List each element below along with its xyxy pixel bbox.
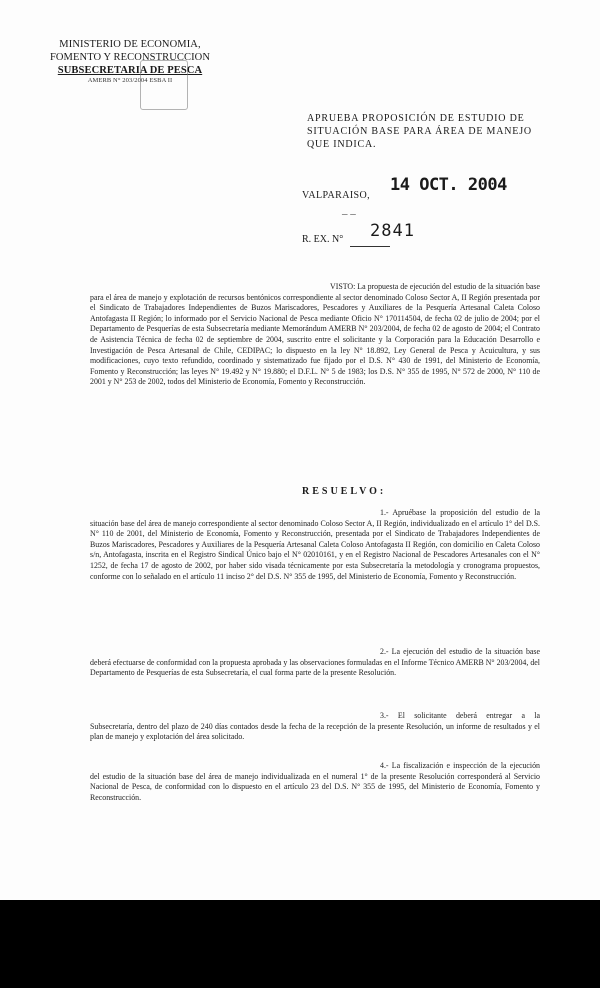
dash-marks: – – [342,208,356,220]
item-1-text: 1.- Apruébase la proposición del estudio de la situación base del área de manejo correspondiente al sector denominado Coloso Sector A, II Región, individualizado en el artículo 1° del D.S. N° 110 de 2001, del Ministerio de Economía, Fomento y Reconstrucción, presentada por el Sindicato de Trabajadores Independientes de Buzos Mariscadores, Pescadores y Auxiliares de la Pesquería Artesanal Caleta Coloso Antofagasta II Región, con domicilio en Caleta Coloso s/n, Antofagasta, inscrita en el Registro Sindical Único bajo el N° 02010161, y en el Registro Nacional de Pescadores Artesanales con el N° 1252, de fecha 17 de agosto de 2002, por haber sido visada técnicamente por esta Subsecretaría la metodología y cronograma propuestos, conforme con lo señalado en el artículo 11 inciso 2° del D.S. N° 355 de 1995, del Ministerio de Economía, Fomento y Reconstrucción. [90,508,540,581]
document-title [307,112,557,151]
item-3-text: 3.- El solicitante deberá entregar a la Subsecretaría, dentro del plazo de 240 días contados desde la fecha de la recepción de la presente Resolución, un informe de resultados y el plan de manejo y explotación del área solicitado. [90,711,540,742]
item-2-text: 2.- La ejecución del estudio de la situación base deberá efectuarse de conformidad con la propuesta aprobada y las observaciones formuladas en el Informe Técnico AMERB N° 203/2004, del Departamento de Pesquerías de esta Subsecretaría, el cual forma parte de la presente Resolución. [90,647,540,678]
item-4-text: 4.- La fiscalización e inspección de la ejecución del estudio de la situación base del área de manejo individualizada en el numeral 1° de la presente Resolución corresponderá al Servicio Nacional de Pesca, de conformidad con lo dispuesto en el artículo 23 del D.S. N° 355 de 1995, del Ministerio de Economía, Fomento y Reconstrucción. [90,761,540,802]
resolution-number: 2841 [370,221,415,241]
header-subsecretaria: SUBSECRETARIA DE PESCA [57,65,203,76]
resuelvo-heading: RESUELVO: [302,486,387,497]
title-line-1: APRUEBA PROPOSICIÓN DE ESTUDIO DE [307,113,525,124]
title-line-3: QUE INDICA. [307,139,377,150]
item-4 [90,761,540,803]
place-label: VALPARAISO, [302,190,371,201]
header-ministry: MINISTERIO DE ECONOMIA, [59,39,201,50]
resolution-label: R. EX. N° [302,234,344,245]
resolution-underline [350,246,390,247]
date-stamp: 14 OCT. 2004 [390,175,507,195]
visto-paragraph [90,282,540,388]
item-2 [90,647,540,679]
ministry-header [40,38,220,85]
item-3 [90,711,540,743]
scan-bottom-border [0,900,600,988]
header-ministry-2: FOMENTO Y RECONSTRUCCION [49,52,211,63]
seal-stamp [140,60,188,110]
header-reference: AMERB N° 203/2004 ESBA II [87,77,173,84]
visto-text: VISTO: La propuesta de ejecución del estudio de la situación base para el área de manejo y explotación de recursos bentónicos correspondiente al sector denominado Coloso Sector A, II Región presentada por el Sindicato de Trabajadores Independientes de Buzos Mariscadores, Pescadores y Auxiliares de la Pesquería Artesanal Caleta Coloso Antofagasta II Región; lo informado por el Servicio Nacional de Pesca mediante Oficio N° 170114504, de fecha 02 de julio de 2004; por el Departamento de Pesquerías de esta Subsecretaría mediante Memorándum AMERB N° 203/2004, de fecha 02 de agosto de 2004; el Contrato de Asistencia Técnica de fecha 02 de septiembre de 2004, suscrito entre el solicitante y la Corporación para la Educación Desarrollo e Investigación de Pesca Artesanal de Chile, CEDIPAC; lo dispuesto en la ley N° 18.892, Ley General de Pesca y Acuicultura, y sus modificaciones, cuyo texto refundido, coordinado y sistematizado fue fijado por el D.S. N° 430 de 1991, del Ministerio de Economía, Fomento y Reconstrucción; las leyes N° 19.492 y N° 19.880; el D.F.L. N° 5 de 1983; los D.S. N° 355 de 1995, N° 572 de 2000, N° 110 de 2001 y N° 253 de 2002, todos del Ministerio de Economía, Fomento y Reconstrucción. [90,282,540,387]
item-1 [90,508,540,582]
title-line-2: SITUACIÓN BASE PARA ÁREA DE MANEJO [307,126,532,137]
